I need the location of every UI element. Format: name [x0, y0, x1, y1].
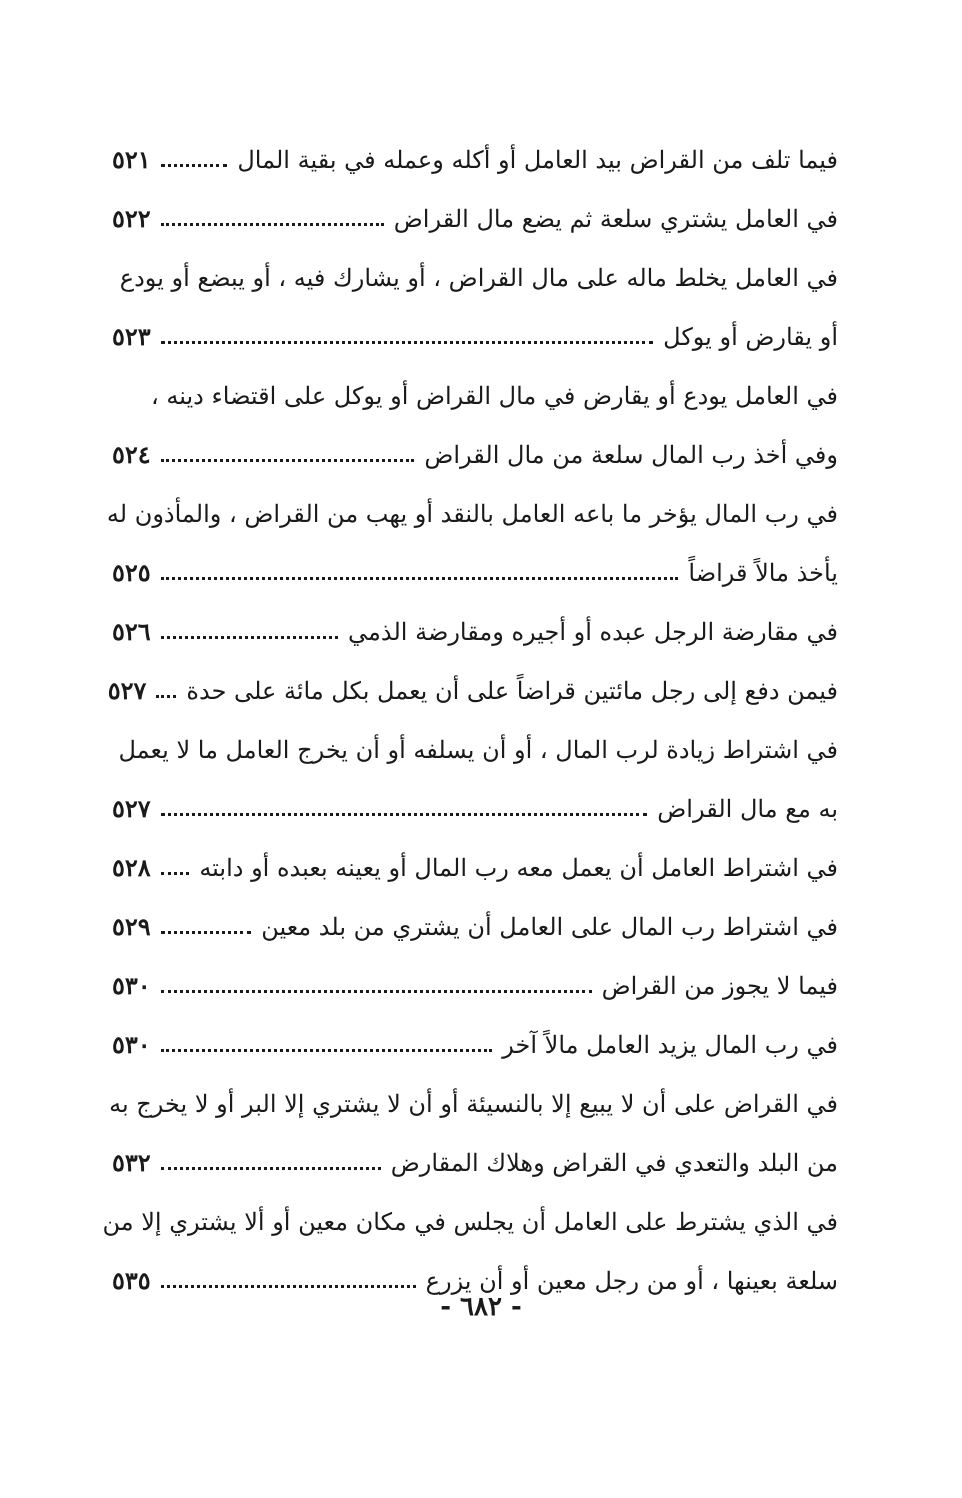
toc-page-number: ٥٣٠ [112, 1030, 151, 1059]
toc-entry-text: في اشتراط رب المال على العامل أن يشتري من بلد معين [261, 912, 838, 941]
toc-page-number: ٥٢٣ [112, 322, 151, 351]
dot-leader [161, 1167, 381, 1170]
toc-entry-text: في رب المال يزيد العامل مالاً آخر [502, 1030, 838, 1059]
toc-page-number: ٥٢٢ [112, 204, 151, 233]
toc-page-number: ٥٢٩ [112, 912, 151, 941]
toc-entry-text: من البلد والتعدي في القراض وهلاك المقارض [390, 1148, 838, 1177]
dot-leader [161, 1285, 416, 1288]
toc-entry-text: في العامل يخلط ماله على مال القراض ، أو يشارك فيه ، أو يبضع أو يودع [119, 263, 838, 292]
toc-entry-text: فيما لا يجوز من القراض [601, 971, 838, 1000]
toc-entry-text: وفي أخذ رب المال سلعة من مال القراض [424, 440, 838, 469]
page-number: - ٦٨٢ - [440, 1292, 522, 1322]
toc-entry-text: يأخذ مالاً قراضاً [688, 558, 838, 587]
dot-leader [161, 459, 415, 462]
toc-entry-text: في العامل يشتري سلعة ثم يضع مال القراض [393, 204, 838, 233]
toc-entry-text: في الذي يشترط على العامل أن يجلس في مكان معين أو ألا يشتري إلا من [102, 1207, 838, 1236]
dot-leader [161, 636, 338, 639]
dot-leader [161, 813, 648, 816]
toc-line [112, 248, 838, 307]
toc-entry-text: في اشتراط العامل أن يعمل معه رب المال أو يعينه بعبده أو دابته [199, 853, 838, 882]
toc-entry-text: فيمن دفع إلى رجل مائتين قراضاً على أن يعمل بكل مائة على حدة [186, 676, 838, 705]
dot-leader [161, 990, 592, 993]
toc-line [102, 1192, 838, 1251]
toc-line [112, 1015, 838, 1074]
toc-line [112, 720, 838, 779]
toc-line [112, 425, 838, 484]
toc-entry-text: في مقارضة الرجل عبده أو أجيره ومقارضة الذمي [348, 617, 838, 646]
toc-line [106, 484, 838, 543]
dot-leader [161, 223, 384, 226]
dot-leader [161, 577, 679, 580]
toc-line [109, 1074, 838, 1133]
toc-page-number: ٥٢١ [112, 145, 151, 174]
dot-leader [161, 164, 228, 167]
dot-leader [161, 872, 190, 875]
toc-entry-text: أو يقارض أو يوكل [663, 322, 838, 351]
toc-page-number: ٥٢٥ [112, 558, 151, 587]
toc-line [112, 307, 838, 366]
dot-leader [156, 695, 176, 698]
toc-line [112, 838, 838, 897]
toc-line [112, 1133, 838, 1192]
toc-page-number: ٥٣٥ [112, 1266, 151, 1295]
toc-line [112, 130, 838, 189]
toc-entry-text: في القراض على أن لا يبيع إلا بالنسيئة أو أن لا يشتري إلا البر أو لا يخرج به [109, 1089, 838, 1118]
toc-page-number: ٥٣٠ [112, 971, 151, 1000]
toc-line [112, 189, 838, 248]
toc-entry-text: في رب المال يؤخر ما باعه العامل بالنقد أو يهب من القراض ، والمأذون له [106, 499, 838, 528]
toc-page-number: ٥٣٢ [112, 1148, 151, 1177]
toc-line [112, 897, 838, 956]
toc-page-number: ٥٢٨ [112, 853, 151, 882]
toc-line [112, 366, 838, 425]
toc-line [107, 661, 838, 720]
toc-page-number: ٥٢٧ [112, 794, 151, 823]
toc-entry-text: سلعة بعينها ، أو من رجل معين أو أن يزرع [425, 1266, 838, 1295]
toc-line [112, 779, 838, 838]
toc-line [112, 602, 838, 661]
table-of-contents [102, 130, 838, 1310]
dot-leader [161, 341, 654, 344]
toc-page-number: ٥٢٦ [112, 617, 151, 646]
toc-entry-text: فيما تلف من القراض بيد العامل أو أكله وعمله في بقية المال [237, 145, 838, 174]
toc-line [112, 956, 838, 1015]
toc-entry-text: في اشتراط زيادة لرب المال ، أو أن يسلفه أو أن يخرج العامل ما لا يعمل [118, 735, 838, 764]
dot-leader [161, 1049, 493, 1052]
toc-page-number: ٥٢٧ [107, 676, 147, 705]
toc-line [112, 543, 838, 602]
dot-leader [161, 931, 252, 934]
toc-entry-text: في العامل يودع أو يقارض في مال القراض أو يوكل على اقتضاء دينه ، [151, 381, 838, 410]
toc-page-number: ٥٢٤ [112, 440, 151, 469]
toc-entry-text: به مع مال القراض [657, 794, 838, 823]
